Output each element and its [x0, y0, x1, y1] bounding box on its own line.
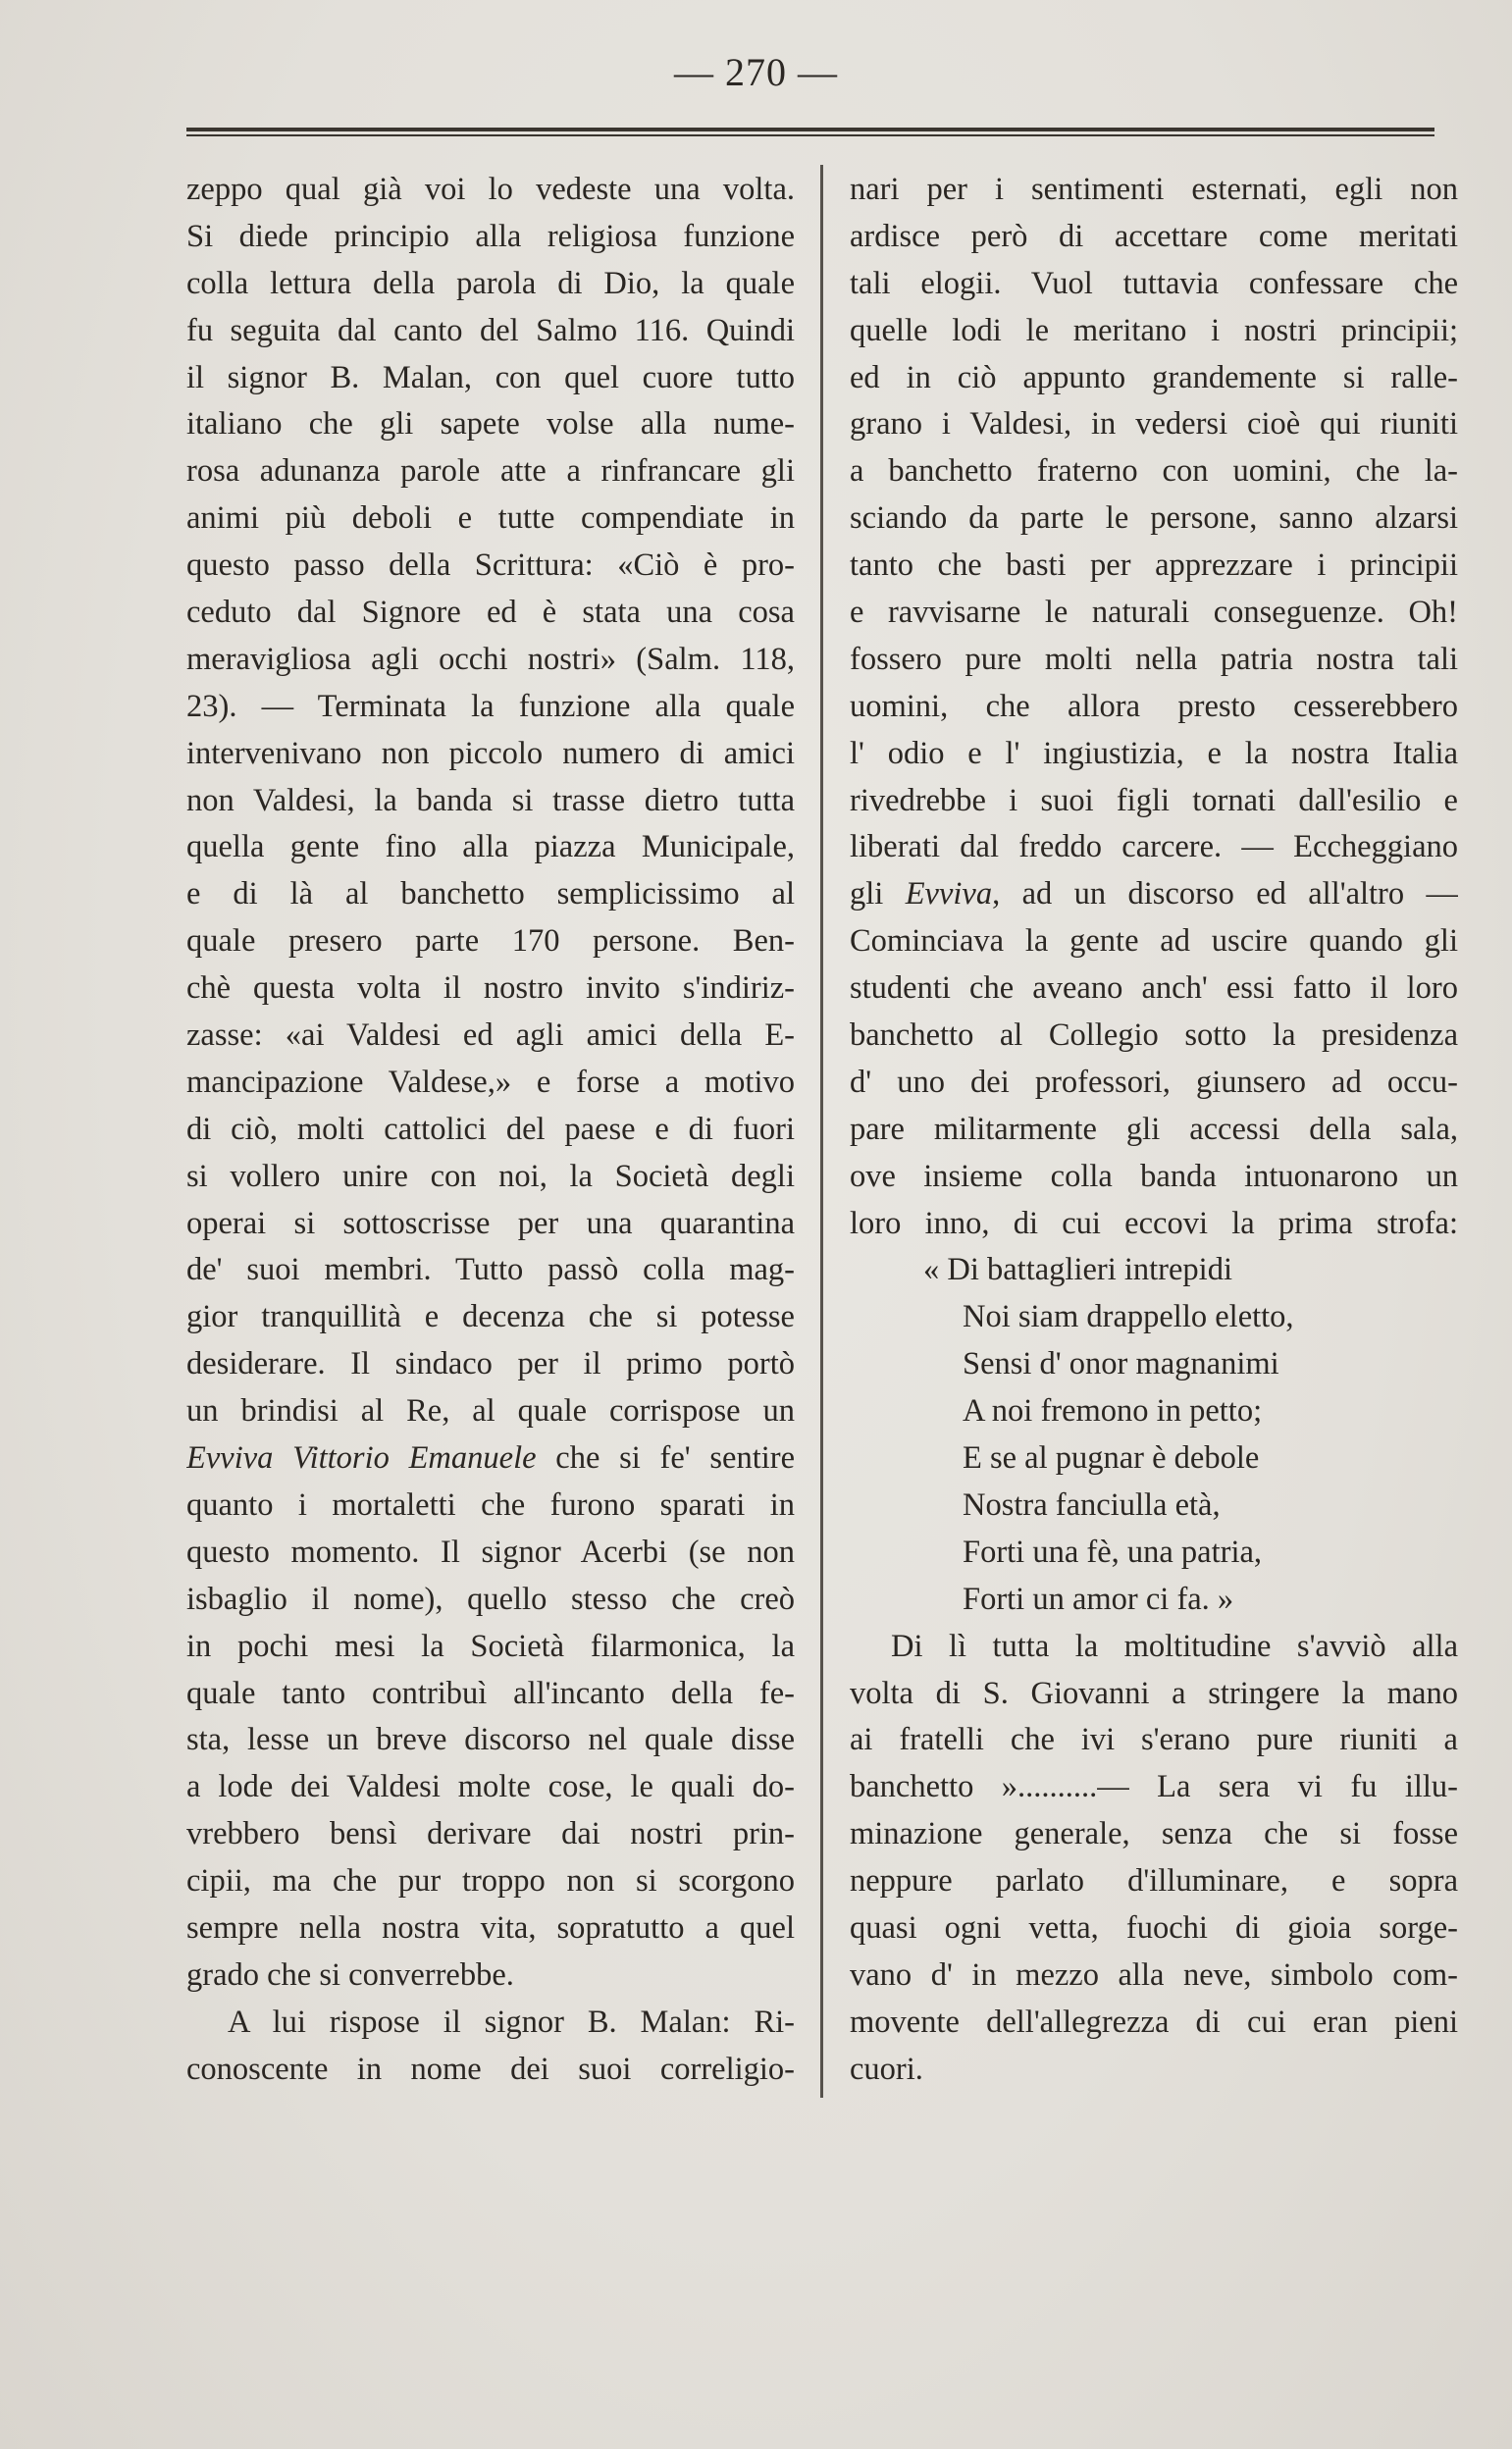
text-line: tanto che basti per apprezzare i principii — [850, 547, 1458, 584]
poem-line: Forti un amor ci fa. » — [963, 1581, 1234, 1617]
text-line: il signor B. Malan, con quel cuore tutto — [186, 359, 795, 395]
text-line: un brindisi al Re, al quale corrispose un — [186, 1393, 795, 1430]
text-line: de' suoi membri. Tutto passò colla mag- — [186, 1252, 795, 1288]
text-line: banchetto »..........— La sera vi fu illu- — [850, 1769, 1458, 1805]
text-line: mancipazione Valdese,» e forse a motivo — [186, 1064, 795, 1100]
poem-line: Nostra fanciulla età, — [963, 1486, 1221, 1523]
text-line: chè questa volta il nostro invito s'indiriz- — [186, 970, 795, 1007]
text-line: non Valdesi, la banda si trasse dietro tutta — [186, 782, 795, 818]
text-line: intervenivano non piccolo numero di amici — [186, 735, 795, 771]
text-line: neppure parlato d'illuminare, e sopra — [850, 1863, 1458, 1900]
text-line: meravigliosa agli occhi nostri» (Salm. 118, — [186, 641, 795, 677]
text-line: sta, lesse un breve discorso nel quale disse — [186, 1722, 795, 1758]
text-line: pare militarmente gli accessi della sala, — [850, 1111, 1458, 1147]
text-line — [850, 871, 1458, 918]
text-line: italiano che gli sapete volse alla nume- — [186, 406, 795, 443]
text-line: volta di S. Giovanni a stringere la mano — [850, 1675, 1458, 1711]
text-line: loro inno, di cui eccovi la prima strofa: — [850, 1205, 1458, 1241]
text-fragment: gli — [850, 876, 906, 912]
poem-line: Noi siam drappello eletto, — [963, 1299, 1294, 1335]
poem-line: Sensi d' onor magnanimi — [963, 1346, 1279, 1382]
text-line: cuori. — [850, 2051, 923, 2087]
text-line: Cominciava la gente ad uscire quando gli — [850, 923, 1458, 960]
text-line: di ciò, molti cattolici del paese e di fuori — [186, 1111, 795, 1147]
text-fragment: che si fe' sentire — [536, 1440, 795, 1477]
header-rule — [186, 128, 1434, 136]
text-line: quale tanto contribuì all'incanto della fe- — [186, 1675, 795, 1711]
page-number: — 270 — — [674, 50, 838, 94]
text-line: ove insieme colla banda intuonarono un — [850, 1158, 1458, 1194]
text-line: banchetto al Collegio sotto la presidenza — [850, 1017, 1458, 1054]
text-line: zasse: «ai Valdesi ed agli amici della E- — [186, 1017, 795, 1054]
poem-line: Forti una fè, una patria, — [963, 1534, 1263, 1570]
italic-phrase: Evviva Vittorio Emanuele — [186, 1440, 537, 1477]
text-line: liberati dal freddo carcere. — Eccheggiano — [850, 829, 1458, 865]
text-line — [186, 1435, 795, 1483]
column-divider — [820, 165, 823, 2098]
text-line: conoscente in nome dei suoi correligio- — [186, 2051, 795, 2087]
text-line: animi più deboli e tutte compendiate in — [186, 500, 795, 537]
text-line: nari per i sentimenti esternati, egli non — [850, 172, 1458, 207]
italic-phrase: Evviva — [905, 876, 993, 912]
text-line: fossero pure molti nella patria nostra tali — [850, 641, 1458, 677]
text-line: Si diede principio alla religiosa funzione — [186, 218, 795, 254]
text-line: quelle lodi le meritano i nostri principii; — [850, 312, 1458, 348]
text-line: ardisce però di accettare come meritati — [850, 218, 1458, 254]
text-line: l' odio e l' ingiustizia, e la nostra Italia — [850, 735, 1458, 771]
left-column — [186, 167, 795, 2094]
text-line: rivedrebbe i suoi figli tornati dall'esilio e — [850, 782, 1458, 818]
text-line: quella gente fino alla piazza Municipale, — [186, 829, 795, 865]
text-line: rosa adunanza parole atte a rinfrancare gli — [186, 453, 795, 490]
text-line: operai si sottoscrisse per una quarantina — [186, 1205, 795, 1241]
text-line: colla lettura della parola di Dio, la quale — [186, 265, 795, 301]
text-line: e ravvisarne le naturali conseguenze. Oh! — [850, 595, 1458, 631]
text-line: sciando da parte le persone, sanno alzarsi — [850, 500, 1458, 537]
text-line: questo momento. Il signor Acerbi (se non — [186, 1534, 795, 1570]
text-line: grado che si converrebbe. — [186, 1956, 514, 1993]
text-line: quanto i mortaletti che furono sparati in — [186, 1486, 795, 1523]
text-line: ed in ciò appunto grandemente si ralle- — [850, 359, 1458, 395]
poem-line: « Di battaglieri intrepidi — [923, 1252, 1232, 1288]
text-line: quasi ogni vetta, fuochi di gioia sorge- — [850, 1909, 1458, 1946]
text-line: questo passo della Scrittura: «Ciò è pro- — [186, 547, 795, 584]
text-line: ceduto dal Signore ed è stata una cosa — [186, 595, 795, 631]
text-line: grano i Valdesi, in vedersi cioè qui riuniti — [850, 406, 1458, 443]
text-line: desiderare. Il sindaco per il primo portò — [186, 1346, 795, 1382]
text-fragment: , ad un discorso ed all'altro — — [992, 876, 1458, 912]
text-line: gior tranquillità e decenza che si potesse — [186, 1299, 795, 1335]
text-line: quale presero parte 170 persone. Ben- — [186, 923, 795, 960]
text-line: zeppo qual già voi lo vedeste una volta. — [186, 172, 795, 207]
text-line: vrebbero bensì derivare dai nostri prin- — [186, 1816, 795, 1852]
text-line: d' uno dei professori, giunsero ad occu- — [850, 1064, 1458, 1100]
text-line: fu seguita dal canto del Salmo 116. Quindi — [186, 312, 795, 348]
text-line: movente dell'allegrezza di cui eran pieni — [850, 2004, 1458, 2040]
right-column — [850, 167, 1458, 2094]
text-line: si vollero unire con noi, la Società degli — [186, 1158, 795, 1194]
text-line: a lode dei Valdesi molte cose, le quali do- — [186, 1769, 795, 1805]
poem-line: A noi fremono in petto; — [963, 1393, 1263, 1430]
text-line: tali elogii. Vuol tuttavia confessare che — [850, 265, 1458, 301]
text-line: e di là al banchetto semplicissimo al — [186, 876, 795, 912]
text-line: uomini, che allora presto cesserebbero — [850, 688, 1458, 724]
text-line: ai fratelli che ivi s'erano pure riuniti a — [850, 1722, 1458, 1758]
text-line: studenti che aveano anch' essi fatto il loro — [850, 970, 1458, 1007]
text-line: Di lì tutta la moltitudine s'avviò alla — [891, 1628, 1458, 1664]
text-line: sempre nella nostra vita, sopratutto a quel — [186, 1909, 795, 1946]
text-line: minazione generale, senza che si fosse — [850, 1816, 1458, 1852]
text-line: a banchetto fraterno con uomini, che la- — [850, 453, 1458, 490]
text-line: A lui rispose il signor B. Malan: Ri- — [228, 2004, 795, 2040]
text-line: isbaglio il nome), quello stesso che creò — [186, 1581, 795, 1617]
text-line: cipii, ma che pur troppo non si scorgono — [186, 1863, 795, 1900]
text-line: in pochi mesi la Società filarmonica, la — [186, 1628, 795, 1664]
text-line: 23). — Terminata la funzione alla quale — [186, 688, 795, 724]
poem-stanza — [850, 1247, 1458, 1623]
text-line: vano d' in mezzo alla neve, simbolo com- — [850, 1956, 1458, 1993]
poem-line: E se al pugnar è debole — [963, 1440, 1260, 1477]
